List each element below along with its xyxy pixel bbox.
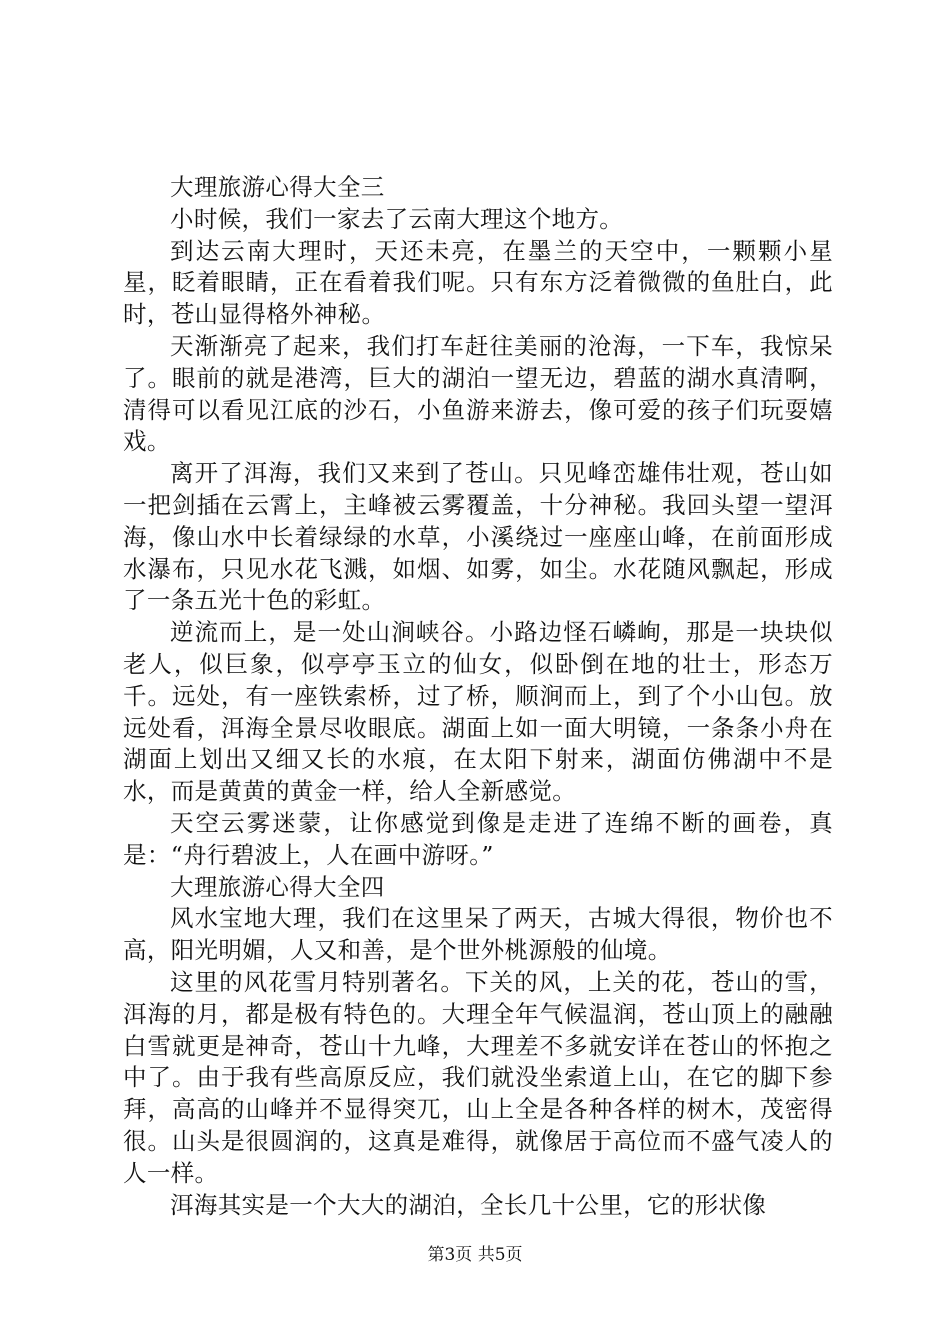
body-paragraph: 小时候，我们一家去了云南大理这个地方。 xyxy=(170,204,624,233)
body-paragraph: 这里的风花雪月特别著名。下关的风，上关的花，苍山的雪，洱海的月，都是极有特色的。大理全年气候温润，苍山顶上的融融白雪就更是神奇，苍山十九峰，大理差不多就安详在苍山的怀抱之中了。由于我有些高原反应，我们就没坐索道上山，在它的脚下参拜，高高的山峰并不显得突兀，山上全是各种各样的树木，茂密得很。山头是很圆润的，这真是难得，就像居于高位而不盛气凌人的人一样。 xyxy=(123,967,833,1187)
body-paragraph: 天渐渐亮了起来，我们打车赶往美丽的沧海，一下车，我惊呆了。眼前的就是港湾，巨大的湖泊一望无边，碧蓝的湖水真清啊，清得可以看见江底的沙石，小鱼游来游去，像可爱的孩子们玩耍嬉戏。 xyxy=(123,331,833,456)
section-heading-4: 大理旅游心得大全四 xyxy=(170,872,385,901)
section-heading-3: 大理旅游心得大全三 xyxy=(170,173,385,201)
body-paragraph: 天空云雾迷蒙，让你感觉到像是走进了连绵不断的画卷，真是：“舟行碧波上，人在画中游呀。” xyxy=(123,808,833,869)
body-paragraph: 风水宝地大理，我们在这里呆了两天，古城大得很，物价也不高，阳光明媚，人又和善，是个世外桃源般的仙境。 xyxy=(123,904,833,965)
document-body xyxy=(123,172,833,1221)
body-paragraph: 逆流而上，是一处山涧峡谷。小路边怪石嶙峋，那是一块块似老人，似巨象，似亭亭玉立的仙女，似卧倒在地的壮士，形态万千。远处，有一座铁索桥，过了桥，顺涧而上，到了个小山包。放远处看，洱海全景尽收眼底。湖面上如一面大明镜，一条条小舟在湖面上划出又细又长的水痕，在太阳下射来，湖面仿佛湖中不是水，而是黄黄的黄金一样，给人全新感觉。 xyxy=(123,618,833,806)
body-paragraph: 离开了洱海，我们又来到了苍山。只见峰峦雄伟壮观，苍山如一把剑插在云霄上，主峰被云雾覆盖，十分神秘。我回头望一望洱海，像山水中长着绿绿的水草，小溪绕过一座座山峰，在前面形成水瀑布，只见水花飞溅，如烟、如雾，如尘。水花随风飘起，形成了一条五光十色的彩虹。 xyxy=(123,459,833,615)
body-paragraph: 到达云南大理时，天还未亮，在墨兰的天空中，一颗颗小星星，眨着眼睛，正在看着我们呢。只有东方泛着微微的鱼肚白，此时，苍山显得格外神秘。 xyxy=(123,236,833,329)
body-paragraph: 洱海其实是一个大大的湖泊，全长几十公里，它的形状像 xyxy=(170,1190,767,1219)
page-number-footer: 第3页 共5页 xyxy=(427,1245,523,1265)
